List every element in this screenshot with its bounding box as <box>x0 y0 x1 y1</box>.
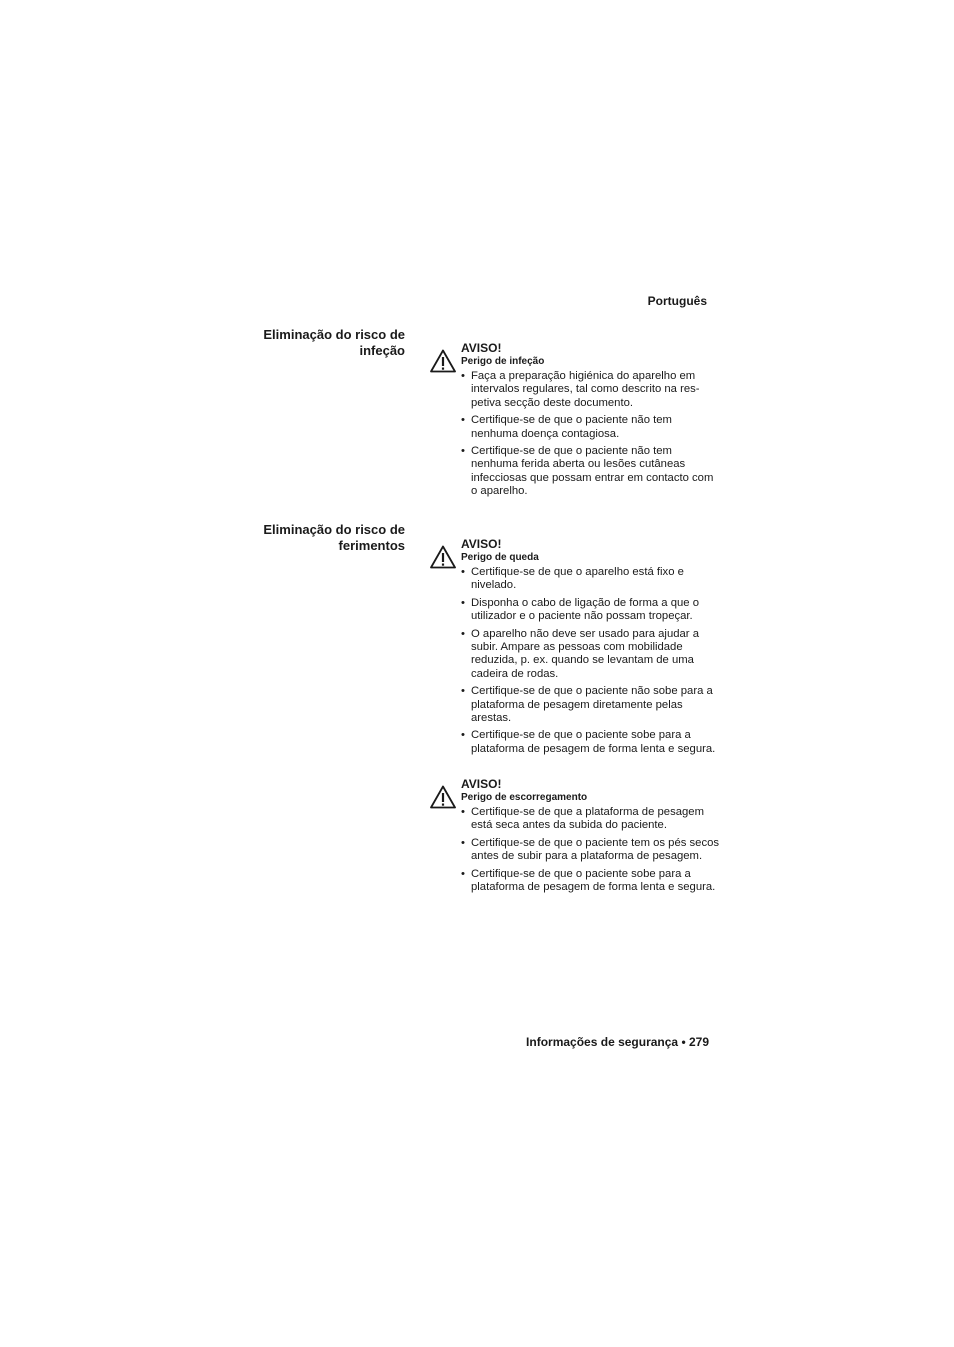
page-footer: Informações de segurança • 279 <box>526 1035 709 1049</box>
list-item: • Certifique-se de que o paciente sobe para a plataforma de pesagem de forma lenta e segura. <box>461 868 720 895</box>
warnings-injury <box>430 538 720 760</box>
section-title-injury <box>220 522 405 554</box>
list-item: • Faça a preparação higiénica do aparelho em intervalos regulares, tal como descrito na res-petiva secção deste documento. <box>461 370 720 410</box>
warning-triangle-icon <box>430 545 456 569</box>
warning-items <box>461 370 720 499</box>
list-item: • Certifique-se de que a plataforma de pesagem está seca antes da subida do paciente. <box>461 806 720 833</box>
warnings-infection <box>430 342 720 503</box>
section-title-line: Eliminação do risco de <box>263 327 405 342</box>
warning-label: AVISO! <box>461 537 502 551</box>
warning-items <box>461 806 720 894</box>
list-item: • O aparelho não deve ser usado para ajudar a subir. Ampare as pessoas com mobilidade reduzida, p. ex. quando se levantam de uma cadeira de rodas. <box>461 628 720 682</box>
page-language-label: Português <box>647 294 707 308</box>
warning-block <box>430 342 720 499</box>
list-item: • Certifique-se de que o paciente não tem nenhuma doença contagiosa. <box>461 414 720 441</box>
list-item: • Certifique-se de que o aparelho está fixo e nivelado. <box>461 566 720 593</box>
list-item: • Certifique-se de que o paciente não tem nenhuma ferida aberta ou lesões cutâneas infecciosas que possam entrar em contacto com o aparelho. <box>461 445 720 499</box>
warnings-slip <box>430 778 720 898</box>
warning-block <box>430 778 720 894</box>
warning-triangle-icon <box>430 349 456 373</box>
warning-block <box>430 538 720 756</box>
list-item: • Disponha o cabo de ligação de forma a que o utilizador e o paciente não possam tropeçar. <box>461 597 720 624</box>
section-title-line: infeção <box>359 343 405 358</box>
list-item: • Certifique-se de que o paciente tem os pés secos antes de subir para a plataforma de pesagem. <box>461 837 720 864</box>
section-title-infection <box>220 327 405 359</box>
hazard-title: Perigo de queda <box>461 552 539 563</box>
section-title-line: ferimentos <box>338 538 405 553</box>
list-item: • Certifique-se de que o paciente sobe para a plataforma de pesagem de forma lenta e segura. <box>461 729 720 756</box>
warning-triangle-icon <box>430 785 456 809</box>
warning-items <box>461 566 720 756</box>
hazard-title: Perigo de infeção <box>461 356 545 367</box>
hazard-title: Perigo de escorregamento <box>461 792 588 803</box>
list-item: • Certifique-se de que o paciente não sobe para a plataforma de pesagem diretamente pelas arestas. <box>461 685 720 725</box>
warning-label: AVISO! <box>461 777 502 791</box>
section-title-line: Eliminação do risco de <box>263 522 405 537</box>
warning-label: AVISO! <box>461 341 502 355</box>
